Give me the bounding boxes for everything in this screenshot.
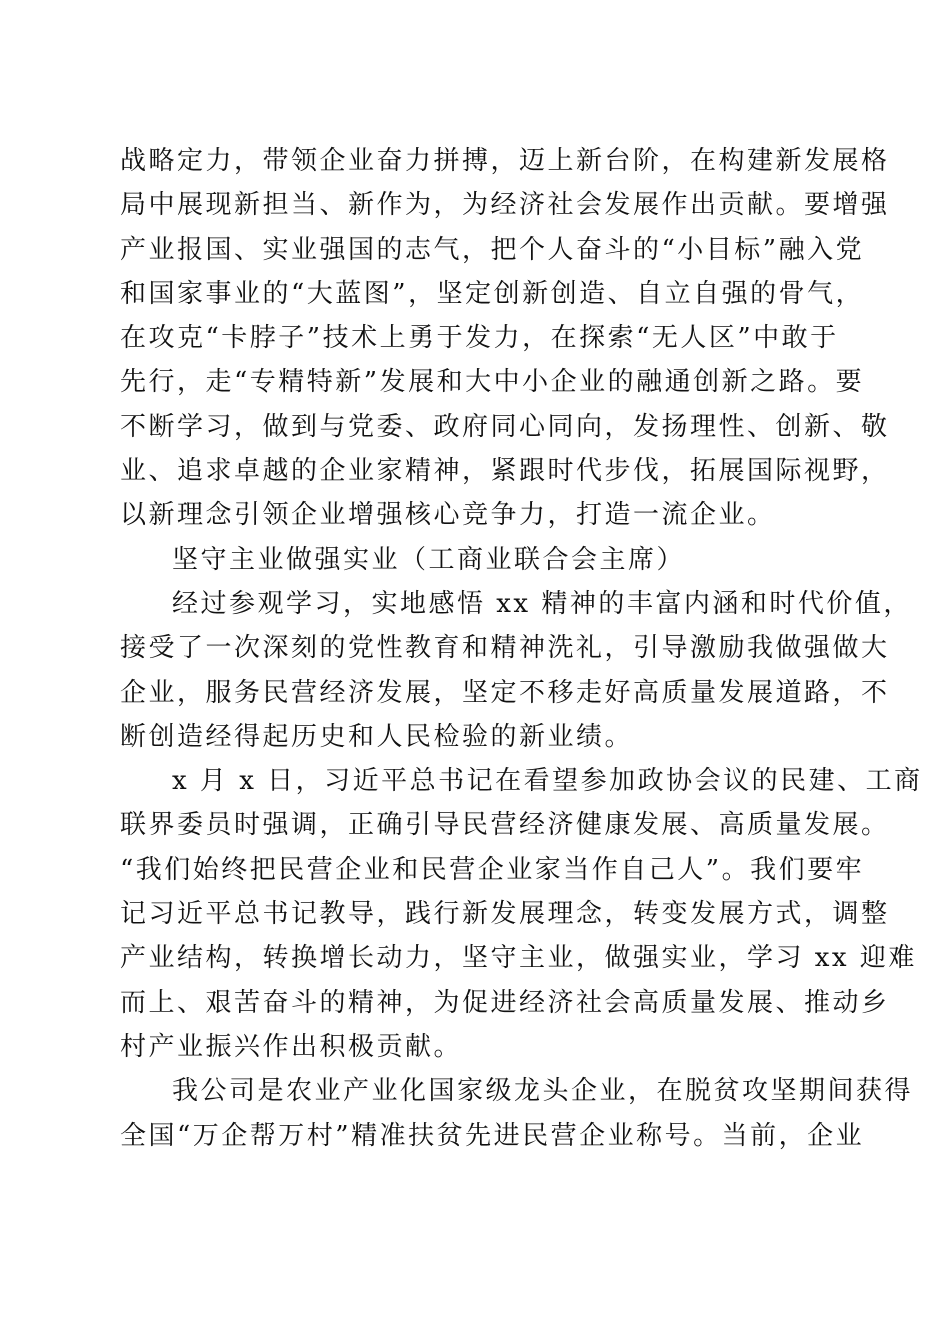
text-line: 接受了一次深刻的党性教育和精神洗礼，引导激励我做强做大 xyxy=(120,633,890,664)
text-line: 全国“万企帮万村”精准扶贫先进民营企业称号。当前，企业 xyxy=(120,1120,865,1151)
paragraph-visit-study xyxy=(120,582,912,759)
text-line: 和国家事业的“大蓝图”，坚定创新创造、自立自强的骨气， xyxy=(120,278,865,309)
text-line: 不断学习，做到与党委、政府同心同向，发扬理性、创新、敬 xyxy=(120,411,890,442)
text-line: 产业报国、实业强国的志气，把个人奋斗的“小目标”融入党 xyxy=(120,234,865,265)
text-line: 战略定力，带领企业奋力拼搏，迈上新台阶，在构建新发展格 xyxy=(120,146,890,176)
paragraph-company-intro xyxy=(120,1069,914,1158)
text-line: 断创造经得起历史和人民检验的新业绩。 xyxy=(120,721,634,752)
text-line: 在攻克“卡脖子”技术上勇于发力，在探索“无人区”中敢于 xyxy=(120,323,839,354)
text-line: 以新理念引领企业增强核心竞争力，打造一流企业。 xyxy=(120,500,776,531)
heading-line: 坚守主业做强实业（工商业联合会主席） xyxy=(172,544,686,575)
text-line: x 月 x 日，习近平总书记在看望参加政协会议的民建、工商 xyxy=(172,766,923,797)
section-heading xyxy=(120,538,831,582)
text-line: 而上、艰苦奋斗的精神，为促进经济社会高质量发展、推动乡 xyxy=(120,987,890,1018)
text-line: 我公司是农业产业化国家级龙头企业，在脱贫攻坚期间获得 xyxy=(172,1076,914,1107)
text-line: 局中展现新担当、新作为，为经济社会发展作出贡献。要增强 xyxy=(120,190,890,221)
text-line: 先行，走“专精特新”发展和大中小企业的融通创新之路。要 xyxy=(120,367,865,398)
text-line: 企业，服务民营经济发展，坚定不移走好高质量发展道路，不 xyxy=(120,677,890,708)
text-line: 经过参观学习，实地感悟 xx 精神的丰富内涵和时代价值， xyxy=(172,588,912,619)
text-line: 联界委员时强调，正确引导民营经济健康发展、高质量发展。 xyxy=(120,810,890,841)
paragraph-private-economy xyxy=(120,759,923,1069)
text-line: “我们始终把民营企业和民营企业家当作自己人”。我们要牢 xyxy=(120,854,865,885)
text-line: 记习近平总书记教导，践行新发展理念，转变发展方式，调整 xyxy=(120,899,890,930)
paragraph-strategic-focus xyxy=(120,139,890,538)
text-line: 业、追求卓越的企业家精神，紧跟时代步伐，拓展国际视野， xyxy=(120,456,890,487)
document-page xyxy=(120,139,923,1158)
text-line: 村产业振兴作出积极贡献。 xyxy=(120,1031,463,1062)
text-line: 产业结构，转换增长动力，坚守主业，做强实业，学习 xx 迎难 xyxy=(120,943,917,974)
